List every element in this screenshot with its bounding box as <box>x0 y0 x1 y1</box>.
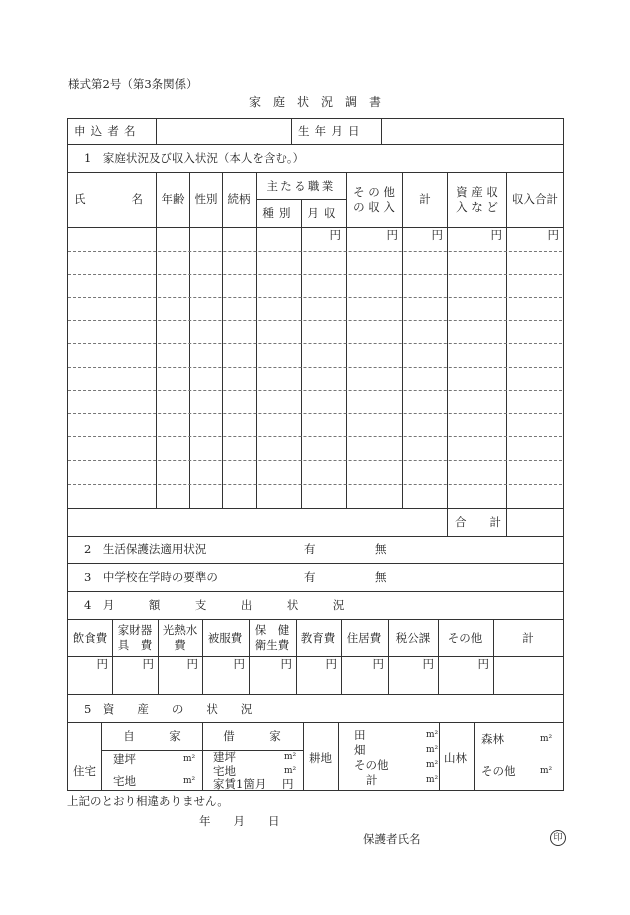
exp-food: 飲食費 <box>72 631 108 645</box>
unit-yen: 円 <box>431 228 443 242</box>
exp-unit: 円 <box>422 657 434 671</box>
exp-clothing: 被服費 <box>207 631 243 645</box>
forest-other-label: その他 <box>481 764 516 778</box>
field-label: 畑 <box>354 743 366 757</box>
rent-yen: 円 <box>282 777 294 791</box>
total-label: 合 計 <box>455 515 501 529</box>
total-income-field[interactable] <box>508 510 561 534</box>
sqm-unit: m² <box>426 745 439 755</box>
unit-yen: 円 <box>329 228 341 242</box>
forest-label: 森林 <box>481 732 504 746</box>
form-number: 様式第2号（第3条関係） <box>68 77 198 91</box>
exp-unit: 円 <box>186 657 198 671</box>
paddy-label: 田 <box>354 728 366 742</box>
col-total-income: 収入合計 <box>512 192 558 206</box>
signature-date[interactable]: 年 月 日 <box>199 814 280 828</box>
exp-education: 教育費 <box>300 631 336 645</box>
exp-unit: 円 <box>372 657 384 671</box>
col-subtotal: 計 <box>419 192 431 206</box>
col-name: 氏 名 <box>74 192 143 206</box>
exp-unit: 円 <box>280 657 292 671</box>
applicant-name-label: 申込者名 <box>74 124 141 138</box>
section5-title: 5 資 産 の 状 況 <box>84 702 253 716</box>
guardian-name-label: 保護者氏名 <box>363 832 421 846</box>
exp-unit: 円 <box>325 657 337 671</box>
exp-utilities-2: 費 <box>174 638 186 652</box>
col-assets-2: 入 な ど <box>456 200 498 214</box>
sqm-unit: m² <box>540 766 553 776</box>
sqm-unit: m² <box>426 760 439 770</box>
owned-land: 宅地 <box>113 774 136 788</box>
col-relation: 続柄 <box>227 192 251 206</box>
rented-house: 借 家 <box>223 729 281 743</box>
exp-total: 計 <box>522 631 534 645</box>
unit-yen: 円 <box>547 228 559 242</box>
dob-field[interactable] <box>383 120 561 142</box>
applicant-name-field[interactable] <box>158 120 289 142</box>
section4-title: 4 月 額 支 出 状 況 <box>84 598 345 612</box>
exp-housing: 住居費 <box>346 631 382 645</box>
section2-yes[interactable]: 有 <box>304 542 316 556</box>
owned-house: 自 家 <box>123 729 181 743</box>
exp-unit: 円 <box>233 657 245 671</box>
rented-land: 宅地 <box>213 764 236 778</box>
exp-furniture-2: 具 費 <box>117 638 153 652</box>
exp-health-2: 衛生費 <box>254 638 290 652</box>
sqm-unit: m² <box>183 776 196 786</box>
unit-yen: 円 <box>386 228 398 242</box>
col-occ-income: 月収 <box>307 206 341 220</box>
exp-health-1: 保 健 <box>254 623 290 637</box>
sqm-unit: m² <box>426 775 439 785</box>
unit-yen: 円 <box>490 228 502 242</box>
exp-unit: 円 <box>477 657 489 671</box>
farmland-label: 耕地 <box>309 751 332 765</box>
page-title: 家 庭 状 況 調 書 <box>248 95 382 109</box>
exp-furniture-1: 家財器 <box>117 623 153 637</box>
col-other-income-1: そ の 他 <box>353 185 395 199</box>
seal-stamp[interactable]: 印 <box>550 830 566 846</box>
section3-yes[interactable]: 有 <box>304 570 316 584</box>
exp-unit: 円 <box>96 657 108 671</box>
col-age: 年齢 <box>161 192 185 206</box>
col-other-income-2: の 収 入 <box>353 200 395 214</box>
sqm-unit: m² <box>540 734 553 744</box>
farm-other-label: その他 <box>354 758 389 772</box>
rented-tsubo: 建坪 <box>213 750 236 764</box>
col-occupation: 主たる職業 <box>266 179 336 193</box>
dob-label: 生年月日 <box>298 124 365 138</box>
rent-label: 家賃1箇月 <box>213 777 267 791</box>
exp-unit: 円 <box>142 657 154 671</box>
owned-tsubo: 建坪 <box>113 752 136 766</box>
declaration: 上記のとおり相違ありません。 <box>67 794 229 808</box>
exp-utilities-1: 光熱水 <box>162 623 198 637</box>
section2-title: 2 生活保護法適用状況 <box>84 542 207 556</box>
col-sex: 性別 <box>194 192 218 206</box>
sqm-unit: m² <box>284 752 297 762</box>
col-occ-type: 種別 <box>262 206 296 220</box>
sqm-unit: m² <box>284 766 297 776</box>
farm-total-label: 計 <box>366 773 378 787</box>
section2-no[interactable]: 無 <box>375 542 387 556</box>
section3-title: 3 中学校在学時の要準の <box>84 570 218 584</box>
exp-other: その他 <box>447 631 483 645</box>
forest-section-label: 山林 <box>444 751 467 765</box>
exp-taxes: 税公課 <box>395 631 431 645</box>
section1-title: 1 家庭状況及び収入状況（本人を含む。） <box>84 151 305 165</box>
sqm-unit: m² <box>426 730 439 740</box>
housing-label: 住宅 <box>73 764 96 778</box>
section3-no[interactable]: 無 <box>375 570 387 584</box>
col-assets-1: 資 産 収 <box>456 185 498 199</box>
sqm-unit: m² <box>183 754 196 764</box>
